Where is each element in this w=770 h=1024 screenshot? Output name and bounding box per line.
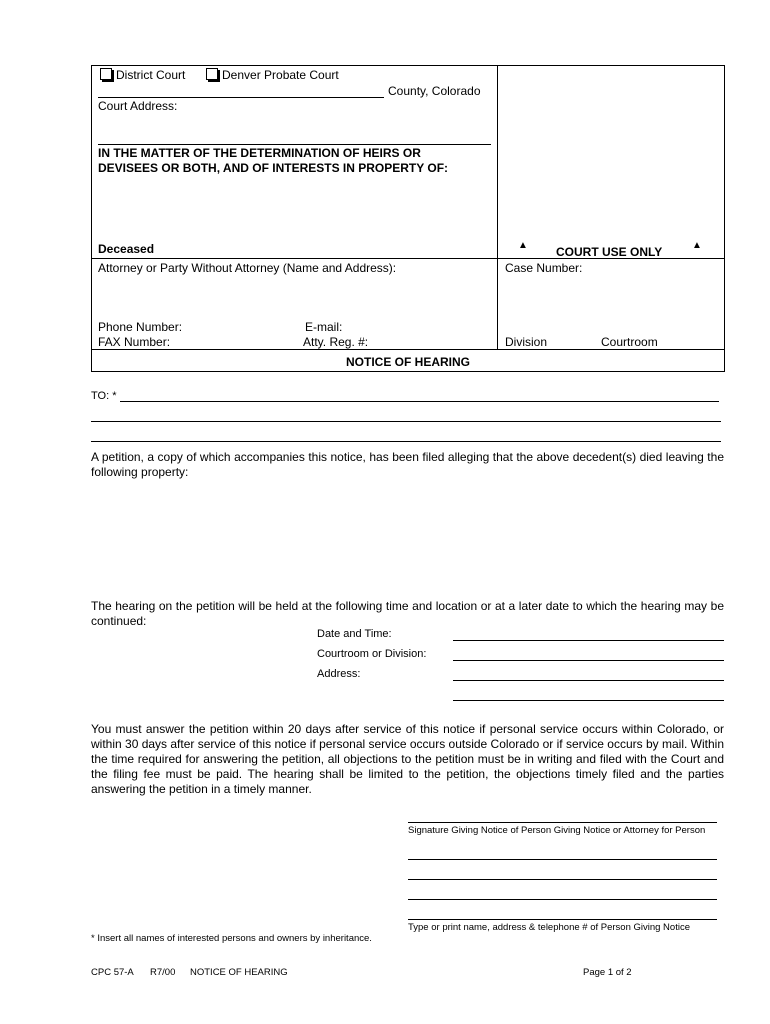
caption-box xyxy=(91,65,725,372)
date-time-field[interactable] xyxy=(453,640,724,641)
denver-probate-option[interactable] xyxy=(206,68,339,82)
division-label: Division xyxy=(505,335,548,349)
district-court-label: District Court xyxy=(116,68,186,82)
print-line-2[interactable] xyxy=(408,879,717,880)
email-label: E-mail: xyxy=(305,320,343,334)
deceased-label: Deceased xyxy=(98,242,155,256)
courtroom-division-label: Courtroom or Division: xyxy=(317,648,427,660)
caption-divider-vertical xyxy=(497,65,498,350)
county-blank[interactable] xyxy=(98,97,384,98)
footer-form-code: CPC 57-A xyxy=(91,967,134,978)
signature-caption: Signature Giving Notice of Person Giving Notice or Attorney for Person xyxy=(408,825,706,836)
up-arrow-icon: ▲ xyxy=(692,240,702,251)
footer-form-name: NOTICE OF HEARING xyxy=(190,967,288,978)
county-label: County, Colorado xyxy=(388,84,481,98)
footnote: * Insert all names of interested persons and owners by inheritance. xyxy=(91,933,372,944)
courtroom-label: Courtroom xyxy=(601,335,658,349)
attorney-label: Attorney or Party Without Attorney (Name and Address): xyxy=(98,261,397,275)
answer-paragraph: You must answer the petition within 20 days after service of this notice if personal service occurs within Colorado, or within 30 days after service of this notice if personal service occurs outside Colorado or if service occurs by mail. Within the time required for answering the petition, all objections to the petition must be in writing and filed with the Court and the filing fee must be paid. The hearing shall be limited to the petition, the objections timely filed and the parties answering the petition in a timely manner. xyxy=(91,722,724,796)
petition-paragraph: A petition, a copy of which accompanies this notice, has been filed alleging that the above decedent(s) died leaving the following property: xyxy=(91,450,724,479)
print-line-4[interactable] xyxy=(408,919,717,920)
footer-revision: R7/00 xyxy=(150,967,176,978)
case-number-label: Case Number: xyxy=(505,261,583,275)
matter-line-2: DEVISEES OR BOTH, AND OF INTERESTS IN PROPERTY OF: xyxy=(98,161,449,175)
date-time-label: Date and Time: xyxy=(317,628,392,640)
atty-reg-label: Atty. Reg. #: xyxy=(303,335,369,349)
print-line-1[interactable] xyxy=(408,859,717,860)
district-court-checkbox[interactable] xyxy=(100,68,112,80)
matter-line-1: IN THE MATTER OF THE DETERMINATION OF HEIRS OR xyxy=(98,146,421,160)
denver-probate-label: Denver Probate Court xyxy=(222,68,339,82)
to-line-1[interactable] xyxy=(120,401,719,402)
address-field-2[interactable] xyxy=(453,700,724,701)
hearing-paragraph: The hearing on the petition will be held at the following time and location or at a later date to which the hearing may be continued: xyxy=(91,599,724,628)
denver-probate-checkbox[interactable] xyxy=(206,68,218,80)
fax-label: FAX Number: xyxy=(98,335,171,349)
print-line-3[interactable] xyxy=(408,899,717,900)
up-arrow-icon: ▲ xyxy=(518,240,528,251)
address-field-1[interactable] xyxy=(453,680,724,681)
to-line-3[interactable] xyxy=(91,441,721,442)
address-label: Address: xyxy=(317,668,361,680)
court-use-only-label: COURT USE ONLY xyxy=(556,245,663,259)
courtroom-division-field[interactable] xyxy=(453,660,724,661)
matter-rule xyxy=(98,144,491,145)
to-label: TO: * xyxy=(91,390,117,402)
form-title: NOTICE OF HEARING xyxy=(345,355,470,369)
footer-page-number: Page 1 of 2 xyxy=(583,967,632,978)
phone-label: Phone Number: xyxy=(98,320,183,334)
district-court-option[interactable] xyxy=(100,68,185,82)
print-caption: Type or print name, address & telephone # of Person Giving Notice xyxy=(408,922,690,933)
caption-divider-lower xyxy=(91,349,725,350)
signature-line[interactable] xyxy=(408,822,717,823)
to-line-2[interactable] xyxy=(91,421,721,422)
court-address-label: Court Address: xyxy=(98,99,178,113)
